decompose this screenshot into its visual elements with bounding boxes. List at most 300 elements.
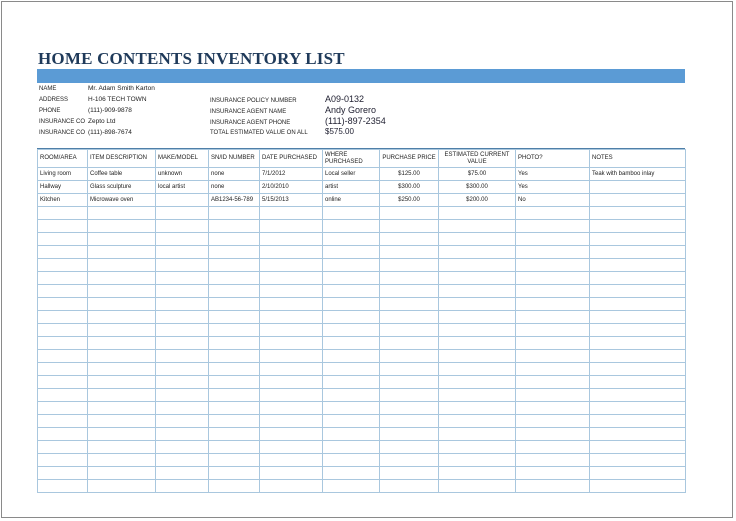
empty-table-cell[interactable] (439, 246, 516, 259)
empty-table-cell[interactable] (88, 441, 156, 454)
table-cell[interactable]: Living room (38, 168, 88, 181)
empty-table-cell[interactable] (380, 454, 439, 467)
empty-table-cell[interactable] (38, 220, 88, 233)
empty-table-cell[interactable] (516, 220, 590, 233)
empty-table-cell[interactable] (260, 389, 323, 402)
empty-table-cell[interactable] (590, 324, 686, 337)
inventory-table (37, 149, 686, 493)
empty-table-cell[interactable] (38, 207, 88, 220)
table-cell[interactable]: unknown (156, 168, 209, 181)
empty-table-cell[interactable] (590, 272, 686, 285)
info-right-value-agent-name: Andy Gorero (325, 105, 377, 115)
empty-table-cell[interactable] (516, 376, 590, 389)
empty-table-cell[interactable] (439, 389, 516, 402)
empty-table-row (38, 363, 686, 376)
empty-table-row (38, 415, 686, 428)
empty-table-cell[interactable] (380, 376, 439, 389)
empty-table-cell[interactable] (209, 337, 260, 350)
empty-table-cell[interactable] (209, 389, 260, 402)
column-header: PURCHASE PRICE (380, 150, 439, 168)
empty-table-cell[interactable] (439, 311, 516, 324)
column-header: PHOTO? (516, 150, 590, 168)
table-cell[interactable]: $125.00 (380, 168, 439, 181)
empty-table-cell[interactable] (156, 207, 209, 220)
empty-table-cell[interactable] (260, 285, 323, 298)
table-cell[interactable]: artist (323, 181, 380, 194)
empty-table-cell[interactable] (439, 324, 516, 337)
empty-table-cell[interactable] (516, 207, 590, 220)
empty-table-cell[interactable] (380, 480, 439, 493)
empty-table-cell[interactable] (260, 441, 323, 454)
empty-table-cell[interactable] (323, 363, 380, 376)
empty-table-cell[interactable] (323, 207, 380, 220)
empty-table-cell[interactable] (516, 415, 590, 428)
empty-table-cell[interactable] (516, 428, 590, 441)
empty-table-cell[interactable] (380, 337, 439, 350)
empty-table-cell[interactable] (209, 246, 260, 259)
table-cell[interactable]: Microwave oven (88, 194, 156, 207)
empty-table-cell[interactable] (590, 350, 686, 363)
empty-table-row (38, 467, 686, 480)
empty-table-cell[interactable] (516, 389, 590, 402)
empty-table-cell[interactable] (38, 428, 88, 441)
empty-table-cell[interactable] (88, 467, 156, 480)
table-cell[interactable] (590, 181, 686, 194)
empty-table-cell[interactable] (156, 311, 209, 324)
empty-table-cell[interactable] (516, 363, 590, 376)
table-cell[interactable]: Yes (516, 181, 590, 194)
empty-table-cell[interactable] (323, 376, 380, 389)
empty-table-row (38, 389, 686, 402)
table-row (38, 194, 686, 207)
empty-table-cell[interactable] (260, 298, 323, 311)
empty-table-cell[interactable] (439, 350, 516, 363)
empty-table-cell[interactable] (516, 337, 590, 350)
empty-table-cell[interactable] (38, 233, 88, 246)
empty-table-cell[interactable] (156, 285, 209, 298)
empty-table-cell[interactable] (88, 207, 156, 220)
empty-table-cell[interactable] (38, 389, 88, 402)
empty-table-cell[interactable] (516, 285, 590, 298)
empty-table-cell[interactable] (590, 428, 686, 441)
table-cell[interactable] (590, 194, 686, 207)
empty-table-cell[interactable] (260, 428, 323, 441)
empty-table-cell[interactable] (323, 480, 380, 493)
empty-table-cell[interactable] (260, 350, 323, 363)
table-cell[interactable]: Kitchen (38, 194, 88, 207)
empty-table-cell[interactable] (260, 363, 323, 376)
info-left-label-insurance-co: INSURANCE CO (39, 119, 86, 125)
empty-table-cell[interactable] (590, 441, 686, 454)
info-left-label-phone: PHONE (39, 108, 61, 114)
empty-table-cell[interactable] (156, 415, 209, 428)
empty-table-cell[interactable] (516, 233, 590, 246)
empty-table-cell[interactable] (323, 220, 380, 233)
empty-table-cell[interactable] (260, 376, 323, 389)
empty-table-cell[interactable] (38, 480, 88, 493)
empty-table-cell[interactable] (439, 220, 516, 233)
empty-table-cell[interactable] (323, 350, 380, 363)
empty-table-cell[interactable] (380, 272, 439, 285)
empty-table-cell[interactable] (156, 389, 209, 402)
empty-table-cell[interactable] (516, 480, 590, 493)
empty-table-cell[interactable] (88, 402, 156, 415)
empty-table-cell[interactable] (156, 350, 209, 363)
empty-table-cell[interactable] (516, 350, 590, 363)
empty-table-cell[interactable] (88, 298, 156, 311)
empty-table-cell[interactable] (380, 259, 439, 272)
empty-table-cell[interactable] (88, 272, 156, 285)
empty-table-cell[interactable] (380, 220, 439, 233)
empty-table-cell[interactable] (260, 259, 323, 272)
empty-table-cell[interactable] (590, 415, 686, 428)
empty-table-cell[interactable] (323, 428, 380, 441)
empty-table-cell[interactable] (590, 376, 686, 389)
empty-table-cell[interactable] (38, 441, 88, 454)
table-cell[interactable] (156, 194, 209, 207)
empty-table-cell[interactable] (380, 389, 439, 402)
empty-table-cell[interactable] (260, 220, 323, 233)
table-cell[interactable]: $300.00 (380, 181, 439, 194)
table-cell[interactable]: No (516, 194, 590, 207)
empty-table-cell[interactable] (260, 454, 323, 467)
empty-table-cell[interactable] (323, 285, 380, 298)
empty-table-cell[interactable] (323, 246, 380, 259)
empty-table-row (38, 441, 686, 454)
info-right-label-policy-number: INSURANCE POLICY NUMBER (210, 98, 297, 104)
title-accent-band (37, 69, 685, 83)
empty-table-cell[interactable] (439, 467, 516, 480)
column-header: DATE PURCHASED (260, 150, 323, 168)
empty-table-row (38, 207, 686, 220)
empty-table-cell[interactable] (380, 441, 439, 454)
empty-table-row (38, 311, 686, 324)
empty-table-cell[interactable] (516, 259, 590, 272)
table-cell[interactable]: online (323, 194, 380, 207)
empty-table-cell[interactable] (38, 363, 88, 376)
empty-table-cell[interactable] (260, 402, 323, 415)
empty-table-cell[interactable] (209, 324, 260, 337)
empty-table-cell[interactable] (209, 311, 260, 324)
empty-table-cell[interactable] (439, 402, 516, 415)
empty-table-cell[interactable] (88, 350, 156, 363)
empty-table-cell[interactable] (209, 415, 260, 428)
empty-table-cell[interactable] (38, 246, 88, 259)
column-header: MAKE/MODEL (156, 150, 209, 168)
empty-table-row (38, 259, 686, 272)
info-right-value-agent-phone: (111)-897-2354 (325, 116, 386, 126)
empty-table-cell[interactable] (156, 376, 209, 389)
empty-table-cell[interactable] (156, 259, 209, 272)
column-header: NOTES (590, 150, 686, 168)
empty-table-cell[interactable] (323, 337, 380, 350)
column-header: WHERE PURCHASED (323, 150, 380, 168)
empty-table-cell[interactable] (209, 376, 260, 389)
empty-table-cell[interactable] (38, 285, 88, 298)
empty-table-cell[interactable] (516, 298, 590, 311)
empty-table-cell[interactable] (38, 311, 88, 324)
empty-table-cell[interactable] (590, 207, 686, 220)
empty-table-cell[interactable] (88, 428, 156, 441)
column-header: ESTIMATED CURRENT VALUE (439, 150, 516, 168)
info-left-value-phone: (111)-909-9878 (88, 107, 132, 114)
empty-table-cell[interactable] (88, 454, 156, 467)
empty-table-cell[interactable] (590, 402, 686, 415)
empty-table-cell[interactable] (38, 337, 88, 350)
empty-table-cell[interactable] (260, 233, 323, 246)
empty-table-cell[interactable] (209, 220, 260, 233)
empty-table-cell[interactable] (88, 233, 156, 246)
empty-table-cell[interactable] (209, 454, 260, 467)
empty-table-cell[interactable] (323, 324, 380, 337)
empty-table-cell[interactable] (439, 415, 516, 428)
empty-table-cell[interactable] (439, 298, 516, 311)
empty-table-cell[interactable] (439, 259, 516, 272)
empty-table-cell[interactable] (439, 207, 516, 220)
info-right-label-agent-phone: INSURANCE AGENT PHONE (210, 120, 291, 126)
empty-table-cell[interactable] (209, 272, 260, 285)
empty-table-cell[interactable] (209, 467, 260, 480)
empty-table-cell[interactable] (88, 259, 156, 272)
table-cell[interactable]: Glass sculpture (88, 181, 156, 194)
empty-table-cell[interactable] (260, 480, 323, 493)
empty-table-cell[interactable] (88, 246, 156, 259)
empty-table-cell[interactable] (323, 454, 380, 467)
empty-table-cell[interactable] (88, 220, 156, 233)
empty-table-cell[interactable] (260, 272, 323, 285)
empty-table-cell[interactable] (590, 389, 686, 402)
empty-table-cell[interactable] (209, 350, 260, 363)
empty-table-row (38, 402, 686, 415)
empty-table-cell[interactable] (439, 454, 516, 467)
empty-table-cell[interactable] (380, 298, 439, 311)
empty-table-cell[interactable] (38, 350, 88, 363)
empty-table-cell[interactable] (38, 454, 88, 467)
empty-table-cell[interactable] (209, 363, 260, 376)
empty-table-row (38, 337, 686, 350)
table-cell[interactable]: Local seller (323, 168, 380, 181)
empty-table-cell[interactable] (88, 363, 156, 376)
empty-table-cell[interactable] (88, 415, 156, 428)
empty-table-cell[interactable] (88, 337, 156, 350)
empty-table-cell[interactable] (156, 467, 209, 480)
empty-table-cell[interactable] (88, 389, 156, 402)
info-left-value-insurance-co-phone: (111)-898-7674 (88, 129, 132, 136)
empty-table-cell[interactable] (156, 233, 209, 246)
empty-table-cell[interactable] (516, 272, 590, 285)
empty-table-cell[interactable] (323, 259, 380, 272)
empty-table-cell[interactable] (380, 246, 439, 259)
empty-table-cell[interactable] (156, 246, 209, 259)
empty-table-row (38, 350, 686, 363)
empty-table-cell[interactable] (88, 376, 156, 389)
empty-table-cell[interactable] (439, 480, 516, 493)
empty-table-cell[interactable] (380, 285, 439, 298)
empty-table-cell[interactable] (38, 376, 88, 389)
empty-table-cell[interactable] (323, 233, 380, 246)
empty-table-cell[interactable] (260, 324, 323, 337)
empty-table-cell[interactable] (516, 402, 590, 415)
empty-table-row (38, 220, 686, 233)
empty-table-cell[interactable] (260, 467, 323, 480)
table-cell[interactable]: local artist (156, 181, 209, 194)
empty-table-row (38, 428, 686, 441)
empty-table-cell[interactable] (439, 233, 516, 246)
empty-table-row (38, 233, 686, 246)
empty-table-cell[interactable] (590, 467, 686, 480)
empty-table-cell[interactable] (590, 285, 686, 298)
empty-table-cell[interactable] (156, 441, 209, 454)
table-cell[interactable]: Coffee table (88, 168, 156, 181)
table-header-row (38, 150, 686, 168)
empty-table-cell[interactable] (88, 285, 156, 298)
empty-table-cell[interactable] (209, 259, 260, 272)
empty-table-cell[interactable] (590, 298, 686, 311)
empty-table-cell[interactable] (323, 441, 380, 454)
info-left-value-address: H-106 TECH TOWN (88, 96, 147, 103)
empty-table-cell[interactable] (380, 311, 439, 324)
empty-table-cell[interactable] (260, 337, 323, 350)
empty-table-cell[interactable] (516, 246, 590, 259)
empty-table-cell[interactable] (38, 272, 88, 285)
empty-table-cell[interactable] (209, 480, 260, 493)
empty-table-cell[interactable] (38, 259, 88, 272)
empty-table-cell[interactable] (209, 207, 260, 220)
empty-table-cell[interactable] (88, 480, 156, 493)
empty-table-cell[interactable] (260, 207, 323, 220)
empty-table-cell[interactable] (516, 441, 590, 454)
empty-table-cell[interactable] (590, 259, 686, 272)
empty-table-cell[interactable] (380, 324, 439, 337)
info-right-value-total-value: $575.00 (325, 127, 354, 136)
empty-table-cell[interactable] (156, 220, 209, 233)
empty-table-cell[interactable] (38, 415, 88, 428)
empty-table-cell[interactable] (38, 324, 88, 337)
empty-table-cell[interactable] (156, 272, 209, 285)
empty-table-row (38, 298, 686, 311)
empty-table-cell[interactable] (439, 428, 516, 441)
empty-table-cell[interactable] (516, 311, 590, 324)
table-cell[interactable]: 7/1/2012 (260, 168, 323, 181)
empty-table-cell[interactable] (260, 246, 323, 259)
empty-table-cell[interactable] (156, 337, 209, 350)
info-left-label-insurance-co-phone: INSURANCE CO (39, 130, 86, 136)
table-cell[interactable]: none (209, 181, 260, 194)
table-cell[interactable]: 2/10/2010 (260, 181, 323, 194)
empty-table-cell[interactable] (439, 376, 516, 389)
empty-table-cell[interactable] (209, 428, 260, 441)
empty-table-cell[interactable] (590, 311, 686, 324)
table-cell[interactable]: AB1234-56-789 (209, 194, 260, 207)
table-cell[interactable]: Hallway (38, 181, 88, 194)
empty-table-cell[interactable] (590, 220, 686, 233)
info-right-label-agent-name: INSURANCE AGENT NAME (210, 109, 287, 115)
empty-table-cell[interactable] (590, 363, 686, 376)
empty-table-cell[interactable] (380, 402, 439, 415)
empty-table-cell[interactable] (590, 233, 686, 246)
table-cell[interactable]: $75.00 (439, 168, 516, 181)
empty-table-cell[interactable] (156, 454, 209, 467)
info-left-label-name: NAME (39, 86, 57, 92)
empty-table-cell[interactable] (260, 415, 323, 428)
table-row (38, 168, 686, 181)
empty-table-row (38, 246, 686, 259)
empty-table-cell[interactable] (323, 272, 380, 285)
empty-table-cell[interactable] (590, 480, 686, 493)
empty-table-cell[interactable] (380, 350, 439, 363)
table-cell[interactable]: $200.00 (439, 194, 516, 207)
empty-table-cell[interactable] (38, 467, 88, 480)
empty-table-cell[interactable] (209, 233, 260, 246)
empty-table-cell[interactable] (516, 324, 590, 337)
empty-table-cell[interactable] (380, 363, 439, 376)
empty-table-cell[interactable] (88, 324, 156, 337)
empty-table-cell[interactable] (439, 441, 516, 454)
empty-table-cell[interactable] (516, 467, 590, 480)
column-header: ROOM/AREA (38, 150, 88, 168)
empty-table-cell[interactable] (590, 246, 686, 259)
empty-table-row (38, 324, 686, 337)
empty-table-cell[interactable] (439, 285, 516, 298)
empty-table-cell[interactable] (88, 311, 156, 324)
empty-table-cell[interactable] (156, 428, 209, 441)
empty-table-cell[interactable] (156, 363, 209, 376)
empty-table-cell[interactable] (439, 337, 516, 350)
empty-table-cell[interactable] (323, 467, 380, 480)
empty-table-cell[interactable] (209, 298, 260, 311)
empty-table-cell[interactable] (323, 389, 380, 402)
table-cell[interactable]: $300.00 (439, 181, 516, 194)
info-left-label-address: ADDRESS (39, 97, 69, 103)
empty-table-row (38, 272, 686, 285)
table-cell[interactable]: $250.00 (380, 194, 439, 207)
empty-table-cell[interactable] (38, 298, 88, 311)
empty-table-cell[interactable] (380, 467, 439, 480)
empty-table-cell[interactable] (156, 324, 209, 337)
empty-table-cell[interactable] (323, 415, 380, 428)
table-cell[interactable]: Yes (516, 168, 590, 181)
empty-table-cell[interactable] (323, 298, 380, 311)
empty-table-cell[interactable] (156, 402, 209, 415)
empty-table-row (38, 454, 686, 467)
empty-table-cell[interactable] (380, 415, 439, 428)
empty-table-cell[interactable] (590, 454, 686, 467)
empty-table-cell[interactable] (209, 441, 260, 454)
empty-table-cell[interactable] (260, 311, 323, 324)
empty-table-cell[interactable] (38, 402, 88, 415)
column-header: SN/ID NUMBER (209, 150, 260, 168)
info-left-value-name: Mr. Adam Smith Karton (88, 85, 155, 92)
table-cell[interactable]: Teak with bamboo inlay (590, 168, 686, 181)
empty-table-cell[interactable] (156, 480, 209, 493)
empty-table-cell[interactable] (323, 402, 380, 415)
table-cell[interactable]: 5/15/2013 (260, 194, 323, 207)
empty-table-cell[interactable] (209, 285, 260, 298)
table-row (38, 181, 686, 194)
empty-table-cell[interactable] (380, 428, 439, 441)
empty-table-cell[interactable] (323, 311, 380, 324)
column-header: ITEM DESCRIPTION (88, 150, 156, 168)
empty-table-cell[interactable] (516, 454, 590, 467)
table-cell[interactable]: none (209, 168, 260, 181)
empty-table-cell[interactable] (439, 272, 516, 285)
empty-table-cell[interactable] (209, 402, 260, 415)
empty-table-cell[interactable] (439, 363, 516, 376)
empty-table-cell[interactable] (380, 207, 439, 220)
empty-table-cell[interactable] (380, 233, 439, 246)
empty-table-cell[interactable] (156, 298, 209, 311)
empty-table-cell[interactable] (590, 337, 686, 350)
